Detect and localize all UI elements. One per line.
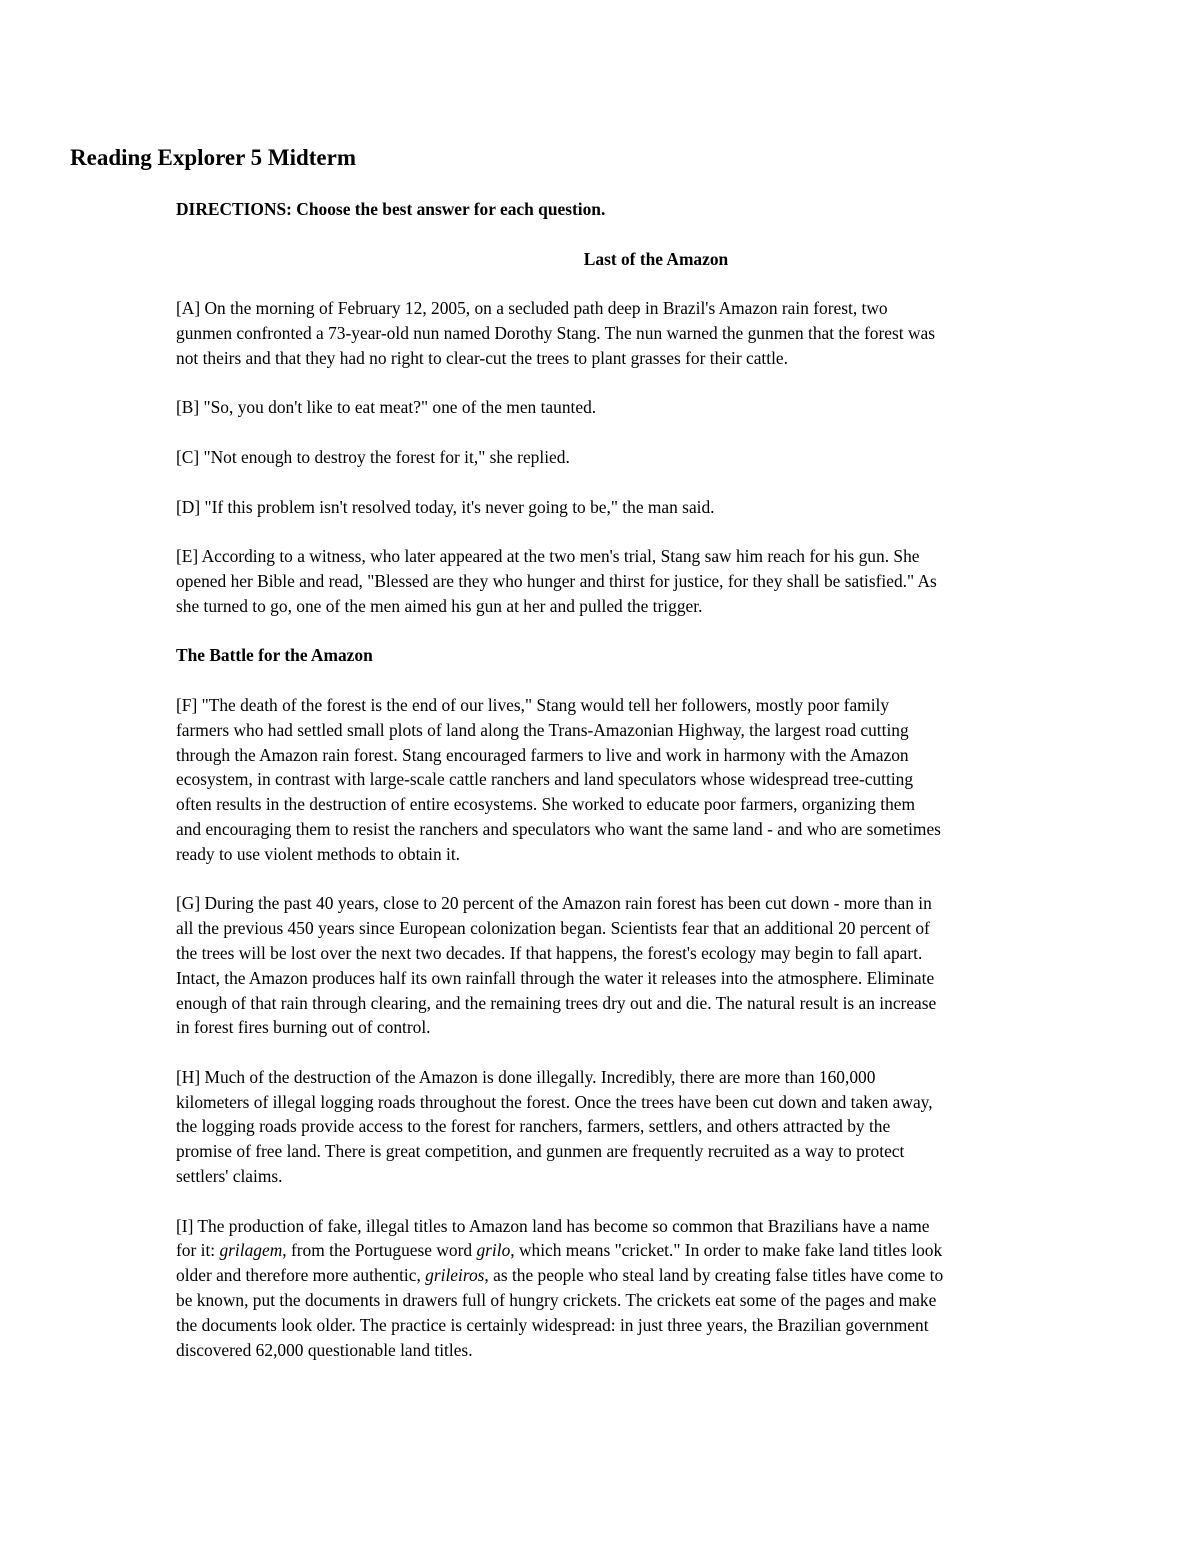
term-grilagem: grilagem — [219, 1240, 283, 1261]
paragraph-e: [E] According to a witness, who later appeared at the two men's trial, Stang saw him reach for his gun. She opened her Bible and read, "Blessed are they who hunger and thirst for justice, for they shall be satisfied." As she turned to go, one of the men aimed his gun at her and pulled the trigger. — [176, 546, 937, 616]
document-title: Reading Explorer 5 Midterm — [70, 145, 356, 170]
paragraph-i — [176, 1214, 1136, 1363]
paragraph-a: [A] On the morning of February 12, 2005, on a secluded path deep in Brazil's Amazon rain forest, two gunmen confronted a 73-year-old nun named Dorothy Stang. The nun warned the gunmen that the forest was not theirs and that they had no right to clear-cut the trees to plant grasses for their cattle. — [176, 298, 935, 368]
paragraph-i-text-1: [I] The production of fake, illegal titles to Amazon land has become so common that Brazilians have a name for it: — [176, 1215, 930, 1261]
paragraph-g: [G] During the past 40 years, close to 20 percent of the Amazon rain forest has been cut down - more than in all the previous 450 years since European colonization began. Scientists fear that an additional 20 percent of the trees will be lost over the next two decades. If that happens, the forest's ecology may begin to fall apart. Intact, the Amazon produces half its own rainfall through the water it releases into the atmosphere. Eliminate enough of that rain through clearing, and the remaining trees dry out and die. The natural result is an increase in forest fires burning out of control. — [176, 893, 937, 1038]
paragraph-d: [D] "If this problem isn't resolved today, it's never going to be," the man said. — [176, 496, 715, 517]
passage-title: Last of the Amazon — [583, 248, 729, 269]
paragraph-b: [B] "So, you don't like to eat meat?" one of the men taunted. — [176, 397, 597, 418]
paragraph-h: [H] Much of the destruction of the Amazon is done illegally. Incredibly, there are more than 160,000 kilometers of illegal logging roads throughout the forest. Once the trees have been cut down and taken away, the logging roads provide access to the forest for ranchers, farmers, settlers, and others attracted by the promise of free land. There is great competition, and gunmen are frequently recruited as a way to protect settlers' claims. — [176, 1066, 933, 1187]
paragraph-c: [C] "Not enough to destroy the forest for it," she replied. — [176, 446, 570, 467]
paragraph-i-text-3: , which means "cricket." In order to make fake land titles look older and therefore more authentic, — [176, 1240, 943, 1286]
paragraph-i-text-4: , as the people who steal land by creating false titles have come to be known, put the documents in drawers full of hungry crickets. The crickets eat some of the pages and make the documents look older. The practice is certainly widespread: in just three years, the Brazilian government discovered 62,000 questionable land titles. — [176, 1265, 944, 1360]
paragraph-i-text-2: , from the Portuguese word — [282, 1240, 477, 1261]
term-grilo: grilo — [476, 1240, 511, 1261]
term-grileiros: grileiros — [425, 1265, 485, 1286]
section-heading: The Battle for the Amazon — [176, 645, 373, 666]
directions-text: DIRECTIONS: Choose the best answer for each question. — [176, 199, 606, 219]
paragraph-f: [F] "The death of the forest is the end of our lives," Stang would tell her followers, mostly poor family farmers who had settled small plots of land along the Trans-Amazonian Highway, the largest road cutting through the Amazon rain forest. Stang encouraged farmers to live and work in harmony with the Amazon ecosystem, in contrast with large-scale cattle ranchers and land speculators whose widespread tree-cutting often results in the destruction of entire ecosystems. She worked to educate poor farmers, organizing them and encouraging them to resist the ranchers and speculators who want the same land - and who are sometimes ready to use violent methods to obtain it. — [176, 694, 941, 864]
document-body — [176, 197, 1136, 1387]
